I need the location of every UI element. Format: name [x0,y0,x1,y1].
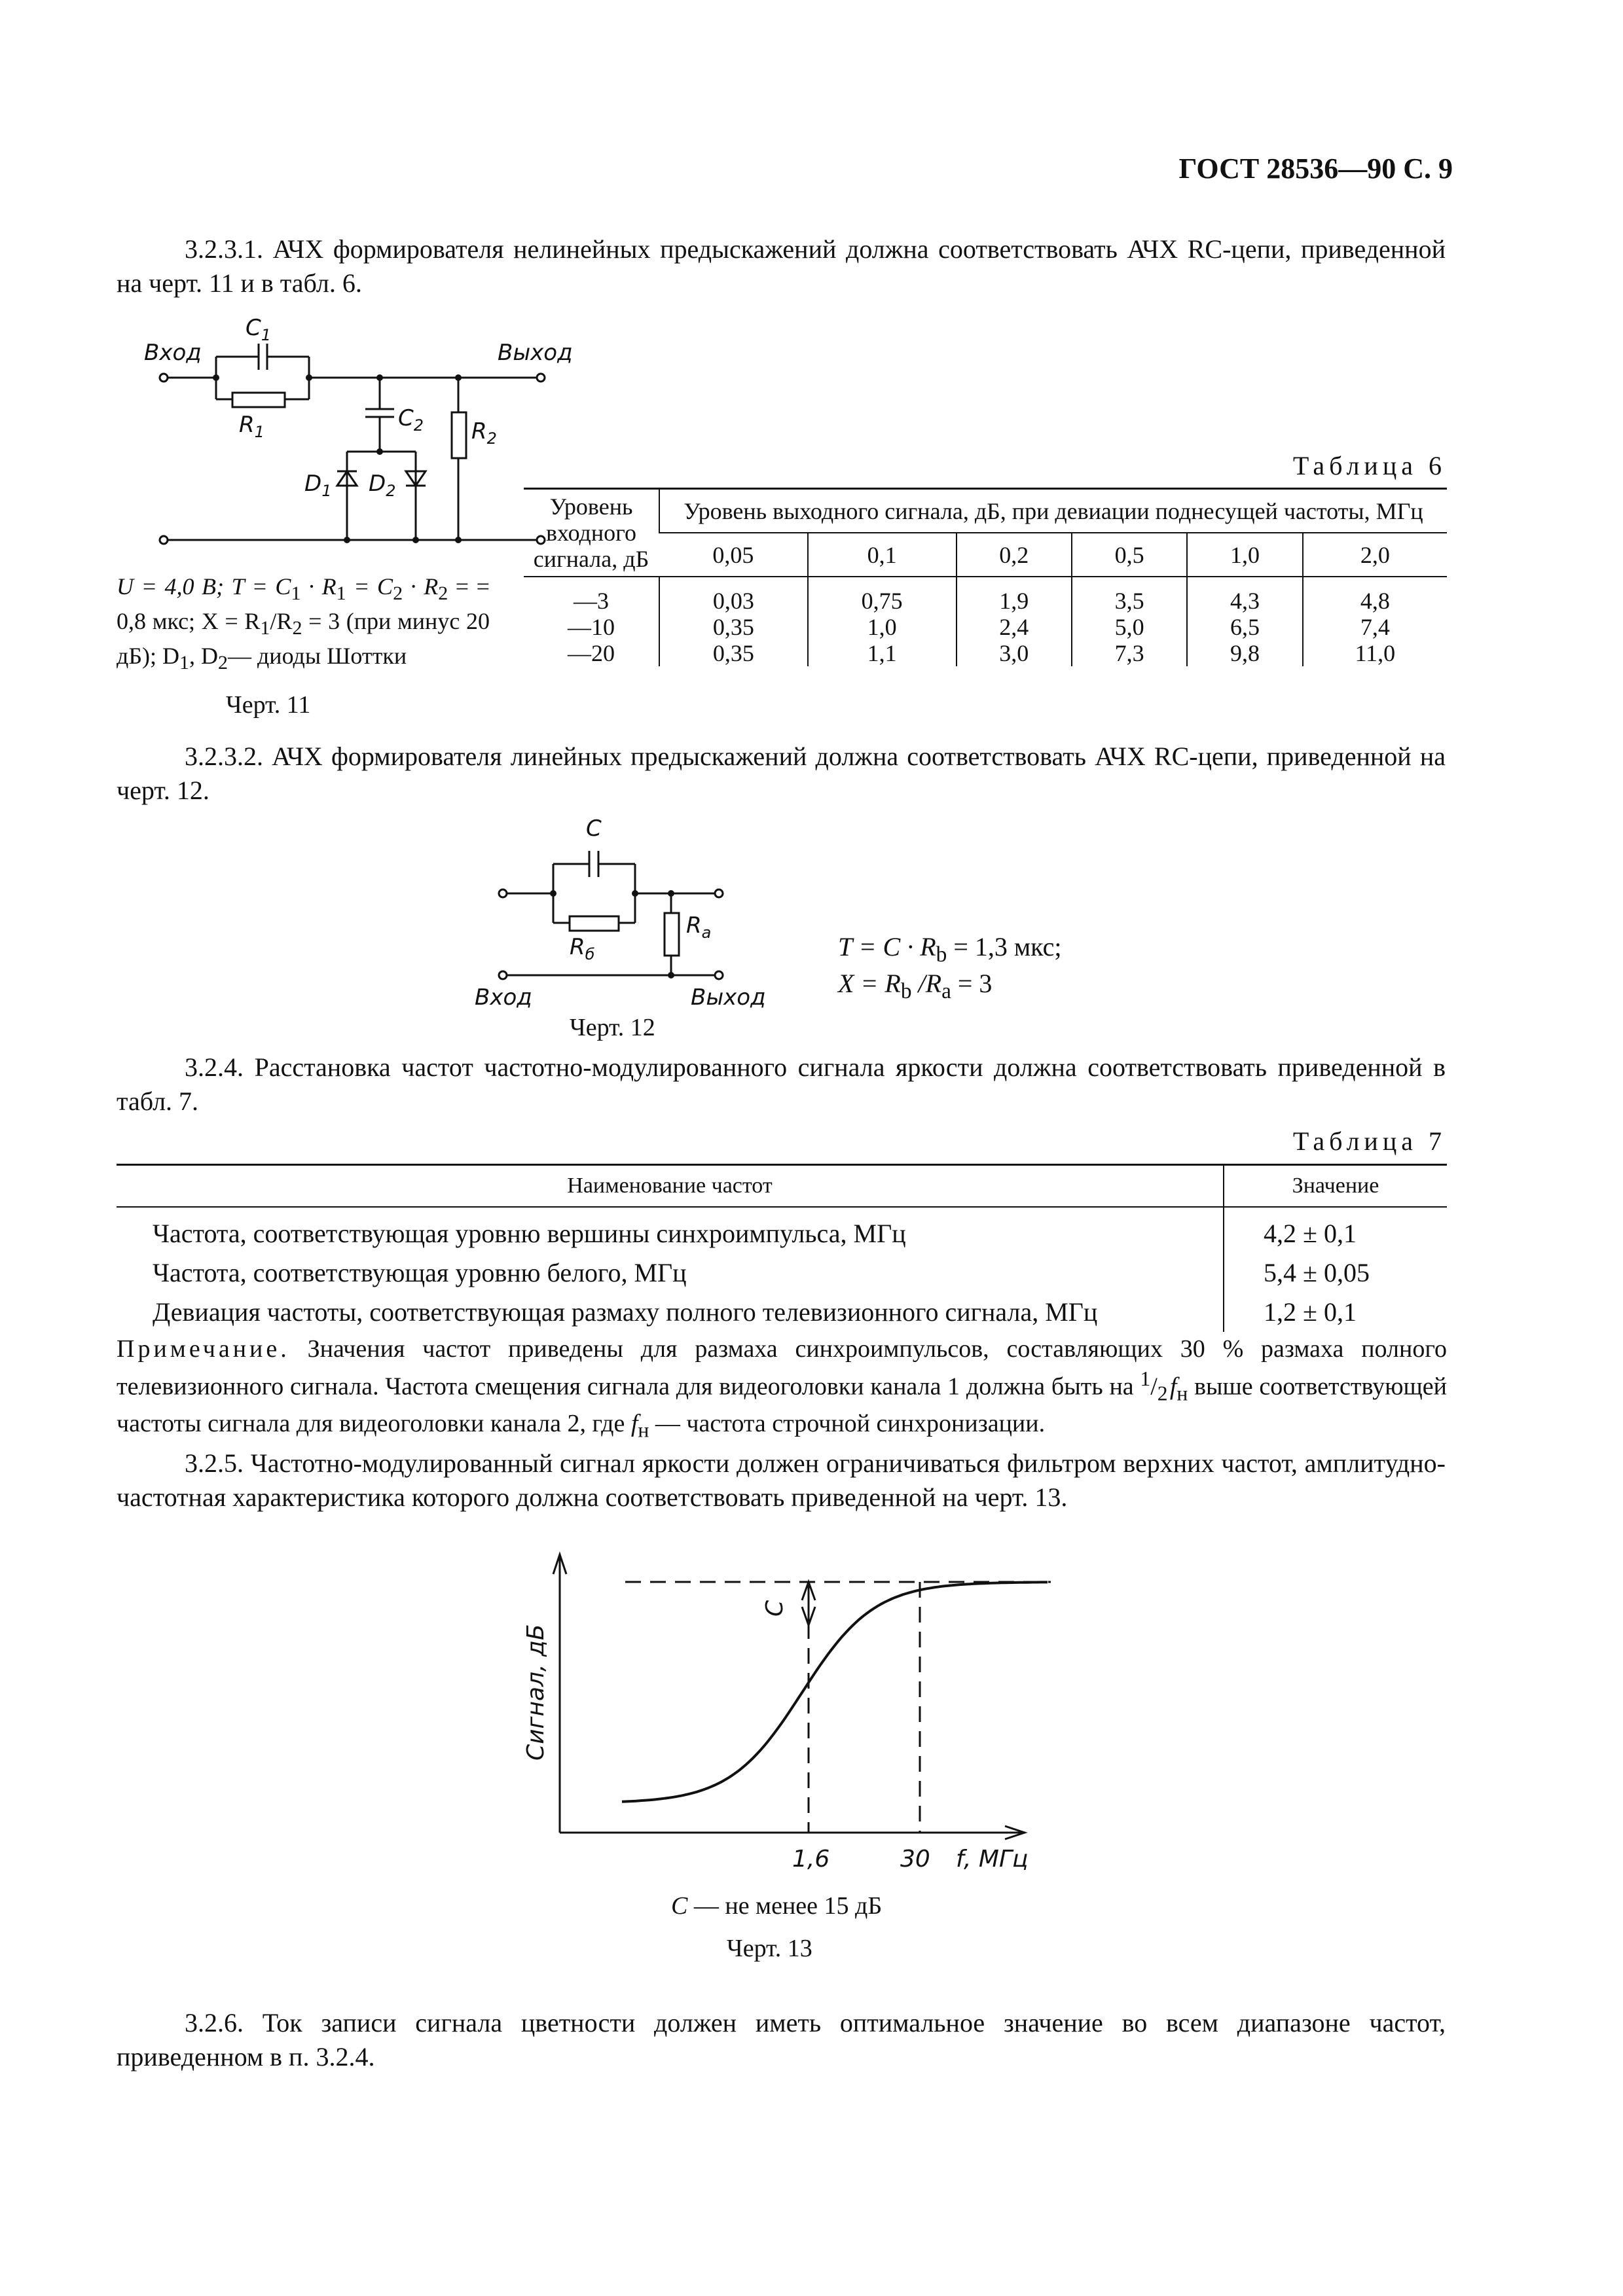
table-cell: 7,3 [1072,640,1187,666]
table6-level: —10 [568,614,615,640]
table-cell: 11,0 [1303,640,1447,666]
fig11-d1-label: $D_1$ [304,471,332,500]
table-cell: 1,9 [957,577,1072,614]
table-cell: 4,8 [1303,577,1447,614]
annotation-c: C [761,1600,788,1617]
table-cell: 9,8 [1187,640,1302,666]
table6-level: —3 [574,588,609,614]
table-cell: 5,0 [1072,614,1187,640]
section-3-2-3-1: 3.2.3.1. АЧХ формирователя нелинейных предыскажений должна соответствовать АЧХ RC-цепи, приведенной на черт. 11 и в табл. 6. [117,234,1446,298]
x-tick-label: 30 [900,1846,930,1873]
table6-col-header: 0,05 [659,533,808,577]
fig12-input-label: Вход [475,984,532,1011]
figure-12-circuit [471,816,786,1011]
table7-note: Примечание. Значения частот приведены для размаха синхроимпульсов, составляющих 30 % размаха полного телевизионного сигнала. Частота смещения сигнала для видеоголовки канала 1 должна быть на $^1/_2$ $f_н$ выше соответствующей частоты сигнала для видеоголовки канала 2, где $f_н$ — частота строчной синхронизации. [117,1335,1447,1442]
table7-name-cell: Частота, соответствующая уровню вершины синхроимпульса, МГц [153,1219,906,1248]
fig11-input-label: Вход [144,340,202,366]
y-axis-label: Сигнал, дБ [522,1624,549,1761]
section-3-2-4: 3.2.4. Расстановка частот частотно-модулированного сигнала яркости должна соответствовать приведенной в табл. 7. [117,1052,1446,1116]
table6-group-header: Уровень выходного сигнала, дБ, при девиации поднесущей частоты, МГц [659,489,1447,533]
table-row [117,1207,1447,1253]
fig11-r2-label: $R_2$ [471,418,497,448]
table7-header-name: Наименование частот [117,1165,1224,1208]
table7-value-cell: 1,2 ± 0,1 [1224,1293,1447,1332]
table-cell: 1,0 [808,614,957,640]
table-6 [524,488,1447,666]
table-cell: 1,1 [808,640,957,666]
table-cell: 7,4 [1303,614,1447,640]
table-cell: 2,4 [957,614,1072,640]
table6-col-header: 0,1 [808,533,957,577]
fig12-caption: Черт. 12 [570,1014,655,1041]
fig11-caption: Черт. 11 [226,691,311,719]
table7-name-cell: Девиация частоты, соответствующая размаху полного телевизионного сигнала, МГц [153,1297,1098,1327]
fig12-formulas [838,933,1062,1006]
table-row [117,1293,1447,1332]
table6-title: Таблица 6 [1292,451,1446,480]
fig12-formula-1: $T = C \cdot R_b = 1,3$ мкс; [838,932,1062,967]
table-cell: 3,0 [957,640,1072,666]
table-7 [117,1164,1447,1332]
table-row [524,614,1447,640]
table-row [524,577,1447,614]
fig11-output-label: Выход [498,340,573,366]
table-cell: 0,75 [808,577,957,614]
fig11-c2-label: $C_2$ [398,405,424,435]
table7-header-value: Значение [1224,1165,1447,1208]
section-3-2-6: 3.2.6. Ток записи сигнала цветности должен иметь оптимальное значение во всем диапазоне частот, приведенном в п. 3.2.4. [117,2008,1446,2072]
fig12-ra-label: $R_a$ [686,912,712,942]
table-cell: 0,03 [659,577,808,614]
table7-value-cell: 4,2 ± 0,1 [1224,1207,1447,1253]
table7-value-cell: 5,4 ± 0,05 [1224,1253,1447,1293]
table-cell: 6,5 [1187,614,1302,640]
section-3-2-3-2: 3.2.3.2. АЧХ формирователя линейных предыскажений должна соответствовать АЧХ RC-цепи, приведенной на черт. 12. [117,742,1446,805]
fig12-c-label: C [586,816,602,842]
table-cell: 3,5 [1072,577,1187,614]
table-cell: 0,35 [659,614,808,640]
fig12-output-label: Выход [691,984,766,1011]
table-row [524,640,1447,666]
table6-col-header: 0,2 [957,533,1072,577]
fig12-formula-2: $X = R_b$ $/R_a = 3$ [838,969,993,1003]
chart-13 [504,1545,1093,1885]
fig11-d2-label: $D_2$ [369,471,396,500]
figure-11-circuit [118,314,576,530]
table7-title: Таблица 7 [1292,1126,1446,1156]
table6-row-header: Уровень входного сигнала, дБ [524,489,659,577]
table6-level: —20 [568,640,615,666]
table-cell: 0,35 [659,640,808,666]
table6-col-header: 1,0 [1187,533,1302,577]
chart13-caption: Черт. 13 [727,1935,812,1962]
x-axis-label: f, МГц [956,1846,1029,1873]
fig12-rb-label: $R_б$ [570,934,595,963]
x-tick-label: 1,6 [792,1846,830,1873]
page-header: ГОСТ 28536—90 С. 9 [1178,152,1453,185]
table6-col-header: 2,0 [1303,533,1447,577]
table6-col-header: 0,5 [1072,533,1187,577]
fig11-r1-label: $R_1$ [239,412,264,441]
fig11-c1-label: $C_1$ [246,315,272,344]
table-cell: 4,3 [1187,577,1302,614]
section-3-2-5: 3.2.5. Частотно-модулированный сигнал яркости должен ограничиваться фильтром верхних частот, амплитудно-частотная характеристика которого должна соответствовать приведенной на черт. 13. [117,1448,1446,1512]
response-curve [622,1582,1048,1801]
chart13-note: C — не менее 15 дБ [671,1892,883,1920]
table7-name-cell: Частота, соответствующая уровню белого, МГц [153,1258,687,1287]
table-row [117,1253,1447,1293]
fig11-legend: U = 4,0 В; $T = C_1 \cdot R_1 = C_2 \cdot R_2$ = = 0,8 мкс; $X = R_1/R_2 = 3$ (при минус 20 дБ); $D_1$, $D_2—$ диоды Шоттки [117,573,490,674]
